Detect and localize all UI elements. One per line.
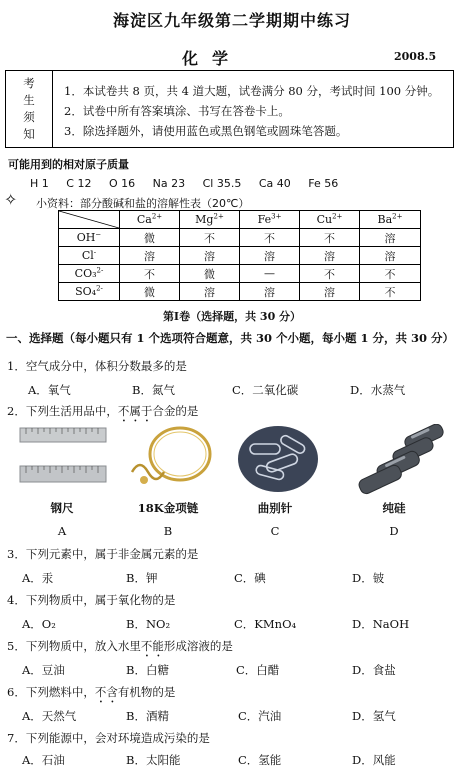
steel-ruler-image <box>18 426 108 488</box>
option: B．NO₂ <box>126 617 171 631</box>
notice-rule: 2．试卷中所有答案填涂、书写在答卷卡上。 <box>64 104 290 118</box>
question-stem: 7．下列能源中，会对环境造成污染的是 <box>7 731 210 745</box>
table-cell: 微 <box>180 265 240 283</box>
notice-rule: 1．本试卷共 8 页，共 4 道大题，试卷满分 80 分，考试时间 100 分钟。 <box>64 84 440 98</box>
table-cell: 不 <box>360 265 421 283</box>
subject-title: 化学 <box>182 49 243 68</box>
notice-label-char: 须 <box>23 110 35 124</box>
table-row <box>59 247 421 265</box>
table-cell: 溶 <box>360 247 421 265</box>
table-cell: 不 <box>360 283 421 301</box>
option: D．水蒸气 <box>350 383 406 397</box>
question-stem: 1．空气成分中，体积分数最多的是 <box>7 359 187 373</box>
table-cell: 不 <box>240 229 300 247</box>
anion-cell: CO₃$^{2-}$ <box>59 265 120 283</box>
table-cell: 微 <box>120 283 180 301</box>
option: C．氢能 <box>238 753 282 767</box>
pure-silicon-image <box>348 424 448 496</box>
option: C．汽油 <box>238 709 282 723</box>
option: A．汞 <box>22 571 54 585</box>
option: A．石油 <box>22 753 65 767</box>
option: A．O₂ <box>22 617 56 631</box>
anion-cell: OH− <box>59 229 120 247</box>
table-cell: 微 <box>120 229 180 247</box>
table-cell: 溶 <box>180 283 240 301</box>
picture-label: 钢尺 <box>50 501 74 515</box>
picture-label: 18K金项链 <box>137 501 199 515</box>
four-point-star-icon: ✧ <box>4 190 18 209</box>
option: A．氧气 <box>28 383 71 397</box>
question-stem: 6．下列燃料中，不含有机物的是 <box>7 685 176 699</box>
table-cell: 溶 <box>300 247 360 265</box>
exam-title: 海淀区九年级第二学期期中练习 <box>112 11 351 30</box>
picture-letter: C <box>270 524 280 538</box>
picture-letter: B <box>163 524 173 538</box>
table-cell: 不 <box>120 265 180 283</box>
option: B．钾 <box>126 571 158 585</box>
option: B．氮气 <box>132 383 175 397</box>
option: C．碘 <box>234 571 266 585</box>
option: B．酒精 <box>126 709 169 723</box>
table-cell: 溶 <box>300 283 360 301</box>
anion-cell: Cl- <box>59 247 120 265</box>
solubility-table-title: 小资料：部分酸碱和盐的溶解性表（20℃） <box>36 197 250 210</box>
notice-label-char: 生 <box>23 93 35 107</box>
atomic-mass-item: Fe 56 <box>308 177 339 190</box>
notice-label-char: 考 <box>23 76 35 90</box>
anion-cell: SO₄$^{2-}$ <box>59 283 120 301</box>
question-stem: 3．下列元素中，属于非金属元素的是 <box>7 547 199 561</box>
gold-necklace-image <box>124 424 220 492</box>
option: B．太阳能 <box>126 753 181 767</box>
table-cell: 溶 <box>240 283 300 301</box>
candidate-notice-box <box>5 70 454 148</box>
exam-date: 2008.5 <box>394 50 437 63</box>
solubility-table <box>58 210 421 301</box>
option: A．天然气 <box>22 709 77 723</box>
picture-letter: D <box>389 524 399 538</box>
part-one-title: 第Ⅰ卷（选择题，共 30 分） <box>162 310 302 323</box>
table-cell: 溶 <box>360 229 421 247</box>
atomic-mass-item: C 12 <box>66 177 92 190</box>
option: C．白醋 <box>236 663 280 677</box>
option: D．食盐 <box>352 663 396 677</box>
section-one-title: 一、选择题（每小题只有 1 个选项符合题意，共 30 个小题，每小题 1 分，共 30 分） <box>6 331 455 345</box>
option: B．白糖 <box>126 663 169 677</box>
table-cell: 溶 <box>180 247 240 265</box>
question-stem: 4．下列物质中，属于氧化物的是 <box>7 593 176 607</box>
table-cell: 不 <box>300 265 360 283</box>
option: D．NaOH <box>352 617 410 631</box>
cation-header: $Fe^{3+}$ <box>240 211 300 229</box>
table-cell: 溶 <box>240 247 300 265</box>
picture-label: 纯硅 <box>382 501 406 515</box>
table-row <box>59 283 421 301</box>
option: D．铍 <box>352 571 385 585</box>
cation-header: $Ca^{2+}$ <box>120 211 180 229</box>
atomic-mass-item: O 16 <box>108 177 136 190</box>
option: A．豆油 <box>22 663 65 677</box>
notice-rule: 3．除选择题外，请使用蓝色或黑色钢笔或圆珠笔答题。 <box>64 124 348 138</box>
table-row <box>59 229 421 247</box>
atomic-mass-item: Cl 35.5 <box>202 177 242 190</box>
table-cell: — <box>240 265 300 283</box>
question-stem: 5．下列物质中，放入水里不能形成溶液的是 <box>7 639 233 653</box>
cation-header: $Mg^{2+}$ <box>180 211 240 229</box>
cation-header: $Cu^{2+}$ <box>300 211 360 229</box>
atomic-mass-list <box>30 177 352 190</box>
cation-header: $Ba^{2+}$ <box>360 211 421 229</box>
option: C．KMnO₄ <box>234 617 297 631</box>
option: D．氢气 <box>352 709 396 723</box>
question-stem: 2．下列生活用品中，不属于合金的是 <box>7 404 199 418</box>
table-cell: 不 <box>300 229 360 247</box>
emphasized-text: 不含 <box>94 685 118 699</box>
atomic-mass-item: Na 23 <box>152 177 186 190</box>
paperclips-image <box>236 424 320 494</box>
diagonal-line <box>59 211 119 228</box>
notice-label <box>6 71 53 147</box>
table-row <box>59 265 421 283</box>
picture-label: 曲别针 <box>257 501 293 515</box>
option: C．二氧化碳 <box>232 383 299 397</box>
option: D．风能 <box>352 753 396 767</box>
atomic-mass-item: H 1 <box>30 177 49 190</box>
picture-letter: A <box>57 524 67 538</box>
atomic-mass-title: 可能用到的相对原子质量 <box>8 158 129 171</box>
table-cell: 溶 <box>120 247 180 265</box>
table-header-row <box>59 211 421 229</box>
emphasized-text: 不属于 <box>117 404 153 418</box>
table-cell: 不 <box>180 229 240 247</box>
atomic-mass-item: Ca 40 <box>258 177 291 190</box>
notice-label-char: 知 <box>23 127 35 141</box>
emphasized-text: 不能 <box>140 639 164 653</box>
table-corner-cell <box>59 211 120 229</box>
